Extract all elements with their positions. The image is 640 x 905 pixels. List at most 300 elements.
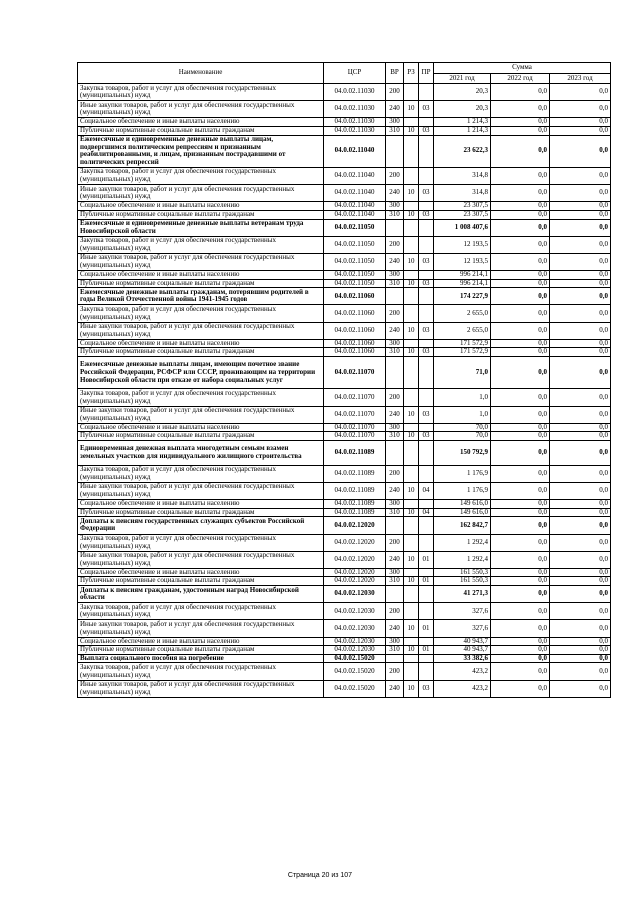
cell-vr: 200 [386, 603, 404, 620]
cell-2023: 0,0 [550, 517, 611, 534]
cell-2023: 0,0 [550, 348, 611, 357]
cell-2021: 1 292,4 [434, 534, 491, 551]
cell-csr: 04.0.02.11030 [324, 126, 386, 135]
cell-name: Закупка товаров, работ и услуг для обеспечения государственных (муниципальных) нужд [78, 465, 324, 482]
table-row [78, 288, 611, 305]
cell-2023: 0,0 [550, 406, 611, 423]
cell-pr [419, 534, 434, 551]
cell-2022: 0,0 [491, 620, 550, 637]
table-row [78, 423, 611, 432]
cell-vr: 200 [386, 84, 404, 101]
cell-csr: 04.0.02.12030 [324, 637, 386, 646]
cell-vr: 300 [386, 423, 404, 432]
cell-2021: 423,2 [434, 663, 491, 680]
cell-2021: 23 307,5 [434, 202, 491, 211]
cell-csr: 04.0.02.11050 [324, 279, 386, 288]
cell-pr [419, 500, 434, 509]
cell-2023: 0,0 [550, 620, 611, 637]
cell-name: Доплаты к пенсиям государственных служащих субъектов Российской Федерации [78, 517, 324, 534]
cell-vr [386, 586, 404, 603]
cell-csr: 04.0.02.11060 [324, 339, 386, 348]
cell-2021: 1 176,9 [434, 465, 491, 482]
cell-pr [419, 202, 434, 211]
table-row [78, 271, 611, 280]
cell-csr: 04.0.02.11089 [324, 500, 386, 509]
cell-name: Социальное обеспечение и иные выплаты населению [78, 500, 324, 509]
cell-name: Иные закупки товаров, работ и услуг для обеспечения государственных (муниципальных) нужд [78, 551, 324, 568]
cell-pr [419, 603, 434, 620]
cell-2023: 0,0 [550, 84, 611, 101]
cell-csr: 04.0.02.11070 [324, 406, 386, 423]
cell-name: Выплата социального пособия на погребение [78, 654, 324, 663]
cell-2021: 1 008 407,6 [434, 219, 491, 236]
header-csr: ЦСР [324, 63, 386, 84]
cell-name: Закупка товаров, работ и услуг для обеспечения государственных (муниципальных) нужд [78, 167, 324, 184]
cell-2023: 0,0 [550, 167, 611, 184]
cell-2022: 0,0 [491, 680, 550, 697]
cell-name: Социальное обеспечение и иные выплаты населению [78, 271, 324, 280]
cell-rz [404, 288, 419, 305]
cell-name: Иные закупки товаров, работ и услуг для обеспечения государственных (муниципальных) нужд [78, 101, 324, 118]
cell-rz: 10 [404, 646, 419, 655]
cell-rz: 10 [404, 508, 419, 517]
cell-2022: 0,0 [491, 482, 550, 499]
cell-name: Закупка товаров, работ и услуг для обеспечения государственных (муниципальных) нужд [78, 305, 324, 322]
table-row [78, 348, 611, 357]
table-row [78, 322, 611, 339]
cell-name: Иные закупки товаров, работ и услуг для обеспечения государственных (муниципальных) нужд [78, 185, 324, 202]
cell-name: Ежемесячные денежные выплаты лицам, имеющим почетное звание Российской Федерации, РСФСР или СССР, проживающим на территории Новосибирской области при отказе от набора социальных услуг [78, 357, 324, 389]
cell-2021: 314,8 [434, 185, 491, 202]
cell-2022: 0,0 [491, 219, 550, 236]
cell-pr [419, 305, 434, 322]
cell-2023: 0,0 [550, 465, 611, 482]
cell-2021: 23 622,3 [434, 135, 491, 167]
cell-rz: 10 [404, 185, 419, 202]
cell-vr: 300 [386, 500, 404, 509]
cell-csr: 04.0.02.11040 [324, 185, 386, 202]
cell-2022: 0,0 [491, 357, 550, 389]
cell-pr [419, 135, 434, 167]
table-row [78, 126, 611, 135]
cell-2021: 2 655,0 [434, 322, 491, 339]
cell-2022: 0,0 [491, 185, 550, 202]
cell-name: Иные закупки товаров, работ и услуг для обеспечения государственных (муниципальных) нужд [78, 322, 324, 339]
cell-pr [419, 568, 434, 577]
cell-name: Единовременная денежная выплата многодетным семьям взамен земельных участков для индивидуального жилищного строительства [78, 440, 324, 465]
cell-2022: 0,0 [491, 663, 550, 680]
cell-pr [419, 586, 434, 603]
cell-2023: 0,0 [550, 568, 611, 577]
cell-2021: 161 550,3 [434, 568, 491, 577]
cell-vr: 240 [386, 406, 404, 423]
cell-csr: 04.0.02.12020 [324, 551, 386, 568]
table-row [78, 603, 611, 620]
cell-2021: 1,0 [434, 406, 491, 423]
cell-2022: 0,0 [491, 288, 550, 305]
cell-vr [386, 135, 404, 167]
cell-2023: 0,0 [550, 219, 611, 236]
cell-vr: 200 [386, 167, 404, 184]
cell-rz: 10 [404, 348, 419, 357]
cell-pr: 01 [419, 577, 434, 586]
cell-rz: 10 [404, 577, 419, 586]
cell-pr [419, 654, 434, 663]
cell-2022: 0,0 [491, 101, 550, 118]
cell-pr [419, 339, 434, 348]
cell-pr [419, 357, 434, 389]
cell-name: Публичные нормативные социальные выплаты гражданам [78, 348, 324, 357]
table-row [78, 440, 611, 465]
budget-table [77, 62, 611, 698]
cell-rz [404, 423, 419, 432]
cell-2021: 40 943,7 [434, 646, 491, 655]
cell-name: Ежемесячные и единовременные денежные выплаты лицам, подвергшимся политическим репрессиям и признанным реабилитированными, и лицам, признанным пострадавшими от политических репрессий [78, 135, 324, 167]
cell-vr: 200 [386, 465, 404, 482]
cell-name: Иные закупки товаров, работ и услуг для обеспечения государственных (муниципальных) нужд [78, 680, 324, 697]
cell-rz [404, 586, 419, 603]
cell-pr: 03 [419, 432, 434, 441]
cell-rz: 10 [404, 432, 419, 441]
cell-name: Социальное обеспечение и иные выплаты населению [78, 118, 324, 127]
header-2022: 2022 год [491, 74, 550, 84]
cell-2022: 0,0 [491, 465, 550, 482]
cell-2021: 70,0 [434, 423, 491, 432]
cell-pr [419, 389, 434, 406]
cell-2022: 0,0 [491, 637, 550, 646]
cell-name: Иные закупки товаров, работ и услуг для обеспечения государственных (муниципальных) нужд [78, 406, 324, 423]
cell-rz [404, 568, 419, 577]
table-row [78, 305, 611, 322]
cell-vr: 240 [386, 482, 404, 499]
cell-pr: 03 [419, 101, 434, 118]
cell-rz [404, 517, 419, 534]
cell-2022: 0,0 [491, 508, 550, 517]
cell-2022: 0,0 [491, 534, 550, 551]
cell-2021: 174 227,9 [434, 288, 491, 305]
cell-pr [419, 423, 434, 432]
cell-2021: 327,6 [434, 603, 491, 620]
cell-name: Закупка товаров, работ и услуг для обеспечения государственных (муниципальных) нужд [78, 389, 324, 406]
cell-2023: 0,0 [550, 586, 611, 603]
cell-name: Социальное обеспечение и иные выплаты населению [78, 568, 324, 577]
cell-rz [404, 663, 419, 680]
cell-vr: 240 [386, 680, 404, 697]
cell-vr: 240 [386, 185, 404, 202]
cell-2023: 0,0 [550, 663, 611, 680]
cell-csr: 04.0.02.15020 [324, 663, 386, 680]
cell-2021: 41 271,3 [434, 586, 491, 603]
cell-2022: 0,0 [491, 126, 550, 135]
cell-vr: 310 [386, 508, 404, 517]
header-name: Наименование [78, 63, 324, 84]
cell-csr: 04.0.02.12020 [324, 517, 386, 534]
cell-csr: 04.0.02.15020 [324, 654, 386, 663]
cell-pr: 03 [419, 322, 434, 339]
cell-2023: 0,0 [550, 637, 611, 646]
cell-vr: 300 [386, 202, 404, 211]
table-row [78, 465, 611, 482]
cell-2021: 71,0 [434, 357, 491, 389]
cell-2023: 0,0 [550, 271, 611, 280]
cell-pr [419, 663, 434, 680]
cell-rz [404, 440, 419, 465]
table-row [78, 654, 611, 663]
cell-2023: 0,0 [550, 185, 611, 202]
cell-vr: 300 [386, 118, 404, 127]
cell-csr: 04.0.02.11040 [324, 135, 386, 167]
header-rz: РЗ [404, 63, 419, 84]
cell-name: Иные закупки товаров, работ и услуг для обеспечения государственных (муниципальных) нужд [78, 482, 324, 499]
cell-2021: 20,3 [434, 84, 491, 101]
cell-rz [404, 271, 419, 280]
cell-2021: 33 382,6 [434, 654, 491, 663]
cell-name: Социальное обеспечение и иные выплаты населению [78, 637, 324, 646]
cell-csr: 04.0.02.11030 [324, 84, 386, 101]
cell-vr: 300 [386, 271, 404, 280]
cell-rz [404, 202, 419, 211]
cell-2022: 0,0 [491, 646, 550, 655]
cell-2022: 0,0 [491, 500, 550, 509]
cell-2022: 0,0 [491, 118, 550, 127]
cell-2023: 0,0 [550, 126, 611, 135]
cell-csr: 04.0.02.11060 [324, 305, 386, 322]
cell-csr: 04.0.02.11050 [324, 271, 386, 280]
cell-name: Иные закупки товаров, работ и услуг для обеспечения государственных (муниципальных) нужд [78, 253, 324, 270]
cell-rz: 10 [404, 680, 419, 697]
cell-2023: 0,0 [550, 389, 611, 406]
cell-2021: 149 616,0 [434, 500, 491, 509]
cell-name: Публичные нормативные социальные выплаты гражданам [78, 508, 324, 517]
cell-csr: 04.0.02.11070 [324, 389, 386, 406]
cell-2021: 12 193,5 [434, 236, 491, 253]
cell-pr [419, 288, 434, 305]
cell-pr: 03 [419, 279, 434, 288]
cell-pr [419, 84, 434, 101]
cell-vr: 240 [386, 101, 404, 118]
cell-2023: 0,0 [550, 482, 611, 499]
cell-pr: 04 [419, 482, 434, 499]
table-row [78, 517, 611, 534]
cell-name: Иные закупки товаров, работ и услуг для обеспечения государственных (муниципальных) нужд [78, 620, 324, 637]
table-row [78, 279, 611, 288]
cell-csr: 04.0.02.11050 [324, 253, 386, 270]
cell-pr [419, 167, 434, 184]
cell-2023: 0,0 [550, 432, 611, 441]
cell-vr [386, 288, 404, 305]
cell-pr: 03 [419, 185, 434, 202]
cell-csr: 04.0.02.11089 [324, 482, 386, 499]
cell-csr: 04.0.02.12020 [324, 577, 386, 586]
cell-2021: 327,6 [434, 620, 491, 637]
cell-rz: 10 [404, 482, 419, 499]
cell-2023: 0,0 [550, 322, 611, 339]
table-row [78, 253, 611, 270]
table-row [78, 432, 611, 441]
cell-pr: 01 [419, 620, 434, 637]
cell-2023: 0,0 [550, 236, 611, 253]
cell-pr [419, 219, 434, 236]
cell-vr: 240 [386, 253, 404, 270]
cell-2023: 0,0 [550, 305, 611, 322]
cell-vr: 240 [386, 620, 404, 637]
cell-2022: 0,0 [491, 517, 550, 534]
table-row [78, 185, 611, 202]
cell-2021: 150 792,9 [434, 440, 491, 465]
table-row [78, 389, 611, 406]
cell-2021: 20,3 [434, 101, 491, 118]
cell-2022: 0,0 [491, 551, 550, 568]
cell-rz [404, 305, 419, 322]
cell-csr: 04.0.02.11089 [324, 508, 386, 517]
cell-2023: 0,0 [550, 288, 611, 305]
cell-2022: 0,0 [491, 202, 550, 211]
cell-csr: 04.0.02.12030 [324, 586, 386, 603]
cell-vr [386, 440, 404, 465]
table-row [78, 167, 611, 184]
cell-rz [404, 167, 419, 184]
cell-rz: 10 [404, 253, 419, 270]
table-row [78, 339, 611, 348]
cell-pr: 01 [419, 646, 434, 655]
cell-2022: 0,0 [491, 339, 550, 348]
cell-pr: 03 [419, 210, 434, 219]
cell-name: Публичные нормативные социальные выплаты гражданам [78, 210, 324, 219]
cell-vr: 310 [386, 348, 404, 357]
cell-name: Социальное обеспечение и иные выплаты населению [78, 339, 324, 348]
cell-name: Публичные нормативные социальные выплаты гражданам [78, 646, 324, 655]
cell-csr: 04.0.02.12030 [324, 620, 386, 637]
table-row [78, 534, 611, 551]
table-row [78, 482, 611, 499]
cell-2023: 0,0 [550, 279, 611, 288]
cell-csr: 04.0.02.11050 [324, 219, 386, 236]
table-body [78, 84, 611, 698]
cell-name: Публичные нормативные социальные выплаты гражданам [78, 432, 324, 441]
cell-2023: 0,0 [550, 680, 611, 697]
cell-pr: 03 [419, 406, 434, 423]
cell-2022: 0,0 [491, 440, 550, 465]
cell-2023: 0,0 [550, 551, 611, 568]
cell-2022: 0,0 [491, 271, 550, 280]
cell-csr: 04.0.02.11040 [324, 202, 386, 211]
cell-2021: 996 214,1 [434, 279, 491, 288]
cell-vr: 310 [386, 279, 404, 288]
cell-2021: 314,8 [434, 167, 491, 184]
cell-csr: 04.0.02.11030 [324, 101, 386, 118]
cell-vr [386, 517, 404, 534]
cell-2021: 423,2 [434, 680, 491, 697]
cell-csr: 04.0.02.11060 [324, 288, 386, 305]
cell-rz [404, 236, 419, 253]
cell-2023: 0,0 [550, 646, 611, 655]
cell-2023: 0,0 [550, 603, 611, 620]
cell-vr: 240 [386, 551, 404, 568]
page-footer: Страница 20 из 107 [287, 872, 353, 879]
cell-rz: 10 [404, 279, 419, 288]
cell-vr: 310 [386, 577, 404, 586]
cell-2022: 0,0 [491, 167, 550, 184]
table-row [78, 135, 611, 167]
cell-2021: 40 943,7 [434, 637, 491, 646]
cell-rz [404, 500, 419, 509]
table-row [78, 577, 611, 586]
table-row [78, 357, 611, 389]
cell-csr: 04.0.02.11040 [324, 210, 386, 219]
cell-name: Доплаты к пенсиям гражданам, удостоенным наград Новосибирской области [78, 586, 324, 603]
cell-vr: 300 [386, 339, 404, 348]
cell-vr: 310 [386, 210, 404, 219]
table-row [78, 663, 611, 680]
table-row [78, 551, 611, 568]
cell-2022: 0,0 [491, 577, 550, 586]
table-row [78, 637, 611, 646]
cell-pr: 03 [419, 126, 434, 135]
cell-2023: 0,0 [550, 534, 611, 551]
cell-pr [419, 236, 434, 253]
cell-2022: 0,0 [491, 84, 550, 101]
cell-csr: 04.0.02.11070 [324, 432, 386, 441]
cell-2022: 0,0 [491, 432, 550, 441]
cell-rz [404, 84, 419, 101]
cell-rz [404, 135, 419, 167]
cell-vr: 200 [386, 663, 404, 680]
cell-vr: 310 [386, 432, 404, 441]
cell-csr: 04.0.02.12020 [324, 568, 386, 577]
cell-rz [404, 603, 419, 620]
cell-rz [404, 339, 419, 348]
cell-2022: 0,0 [491, 568, 550, 577]
cell-pr: 01 [419, 551, 434, 568]
table-row [78, 620, 611, 637]
table-row [78, 219, 611, 236]
cell-name: Ежемесячные денежные выплаты гражданам, потерявшим родителей в годы Великой Отечественной войны 1941-1945 годов [78, 288, 324, 305]
cell-2022: 0,0 [491, 253, 550, 270]
cell-rz [404, 654, 419, 663]
cell-2021: 70,0 [434, 432, 491, 441]
cell-rz: 10 [404, 126, 419, 135]
cell-vr: 200 [386, 236, 404, 253]
table-row [78, 236, 611, 253]
cell-rz: 10 [404, 551, 419, 568]
cell-rz [404, 534, 419, 551]
cell-2021: 2 655,0 [434, 305, 491, 322]
cell-2021: 996 214,1 [434, 271, 491, 280]
cell-pr [419, 465, 434, 482]
cell-vr [386, 357, 404, 389]
table-row [78, 84, 611, 101]
header-2023: 2023 год [550, 74, 611, 84]
cell-pr: 04 [419, 508, 434, 517]
cell-vr: 300 [386, 568, 404, 577]
cell-pr [419, 517, 434, 534]
cell-vr: 200 [386, 305, 404, 322]
cell-2023: 0,0 [550, 577, 611, 586]
table-row [78, 406, 611, 423]
cell-2022: 0,0 [491, 322, 550, 339]
cell-2023: 0,0 [550, 202, 611, 211]
cell-2021: 12 193,5 [434, 253, 491, 270]
cell-2021: 23 307,5 [434, 210, 491, 219]
cell-csr: 04.0.02.12020 [324, 534, 386, 551]
cell-name: Ежемесячные и единовременные денежные выплаты ветеранам труда Новосибирской области [78, 219, 324, 236]
cell-name: Закупка товаров, работ и услуг для обеспечения государственных (муниципальных) нужд [78, 236, 324, 253]
cell-2022: 0,0 [491, 279, 550, 288]
cell-name: Публичные нормативные социальные выплаты гражданам [78, 577, 324, 586]
cell-csr: 04.0.02.12030 [324, 646, 386, 655]
cell-rz: 10 [404, 406, 419, 423]
cell-csr: 04.0.02.11089 [324, 440, 386, 465]
